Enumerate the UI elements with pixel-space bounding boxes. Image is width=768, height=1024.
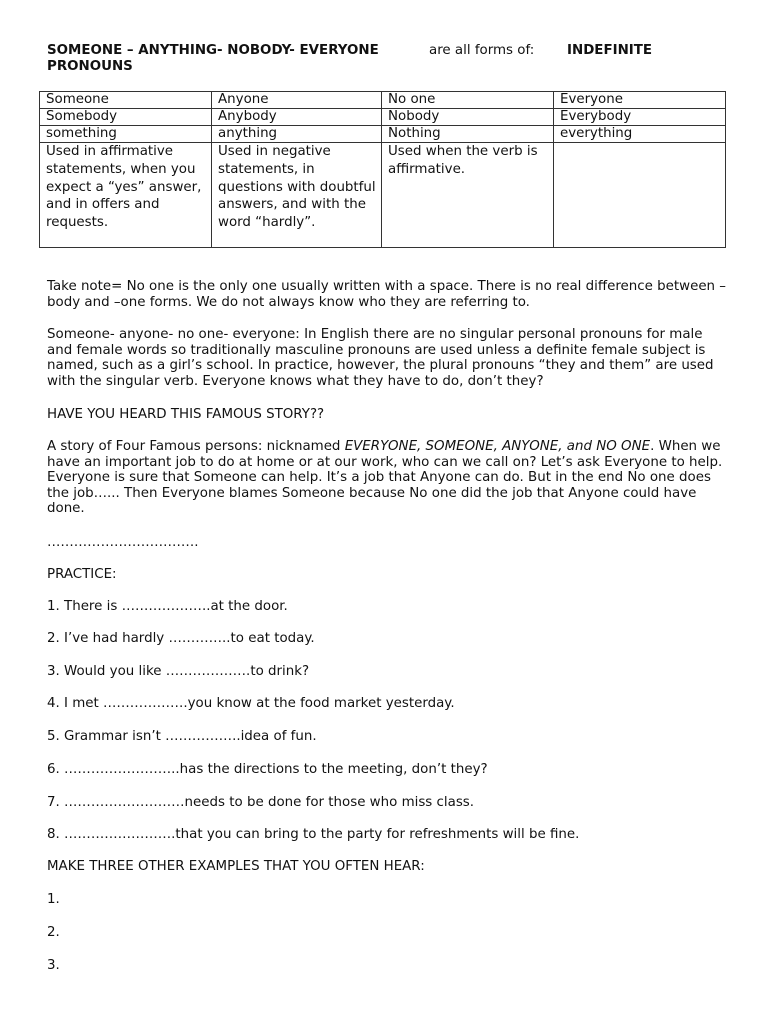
practice-item: 6. ……………………..has the directions to the meeting, don’t they? xyxy=(47,762,488,777)
practice-item: 8. …………………….that you can bring to the party for refreshments will be fine. xyxy=(47,827,580,842)
table-cell: Everyone xyxy=(554,92,726,109)
usage-cell xyxy=(554,143,726,248)
table-cell: anything xyxy=(212,126,382,143)
title-bold-left: SOMEONE – ANYTHING- NOBODY- EVERYONE xyxy=(47,43,379,58)
title-line2: PRONOUNS xyxy=(47,59,133,74)
table-cell: No one xyxy=(382,92,554,109)
table-cell: Someone xyxy=(40,92,212,109)
gender-paragraph: Someone- anyone- no one- everyone: In English there are no singular personal pronouns for male and female words so traditionally masculine pronouns are used unless a definite female subject is named, such as a girl’s school. In practice, however, the plural pronouns “they and them” are used with the singular verb. Everyone knows what they have to do, don’t they? xyxy=(47,327,714,389)
title-middle: are all forms of: xyxy=(429,43,535,58)
examples-heading: MAKE THREE OTHER EXAMPLES THAT YOU OFTEN HEAR: xyxy=(47,859,425,874)
practice-item: 5. Grammar isn’t ……………..idea of fun. xyxy=(47,729,317,744)
usage-cell: Used in negative statements, in questions with doubtful answers, and with the word “hardly”. xyxy=(212,143,382,248)
title-bold-right: INDEFINITE xyxy=(567,43,653,58)
table-row-usage xyxy=(40,143,726,248)
note-paragraph: Take note= No one is the only one usually written with a space. There is no real difference between –body and –one forms. We do not always know who they are referring to. xyxy=(47,279,726,310)
table-cell: something xyxy=(40,126,212,143)
usage-cell: Used in affirmative statements, when you expect a “yes” answer, and in offers and requests. xyxy=(40,143,212,248)
story-intro: A story of Four Famous persons: nicknamed xyxy=(47,439,345,454)
table-row xyxy=(40,109,726,126)
table-cell: everything xyxy=(554,126,726,143)
pronoun-table xyxy=(39,91,726,248)
table-cell: Anyone xyxy=(212,92,382,109)
practice-item: 3. Would you like ……………….to drink? xyxy=(47,664,310,679)
table-cell: Nobody xyxy=(382,109,554,126)
usage-cell: Used when the verb is affirmative. xyxy=(382,143,554,248)
practice-heading: PRACTICE: xyxy=(47,567,117,582)
example-item: 2. xyxy=(47,925,60,940)
story-heading: HAVE YOU HEARD THIS FAMOUS STORY?? xyxy=(47,407,325,422)
practice-item: 1. There is ………………..at the door. xyxy=(47,599,288,614)
table-cell: Everybody xyxy=(554,109,726,126)
table-cell: Somebody xyxy=(40,109,212,126)
table-cell: Anybody xyxy=(212,109,382,126)
separator-dots: ……………………………. xyxy=(47,535,199,550)
practice-item: 7. ………………………needs to be done for those who miss class. xyxy=(47,795,475,810)
table-row xyxy=(40,126,726,143)
example-item: 3. xyxy=(47,958,60,973)
practice-item: 2. I’ve had hardly …………..to eat today. xyxy=(47,631,315,646)
practice-item: 4. I met ……………….you know at the food market yesterday. xyxy=(47,696,455,711)
table-row xyxy=(40,92,726,109)
table-cell: Nothing xyxy=(382,126,554,143)
story-paragraph xyxy=(47,439,727,517)
story-names: EVERYONE, SOMEONE, ANYONE, and NO ONE xyxy=(344,439,651,454)
example-item: 1. xyxy=(47,892,60,907)
story-rest: . When we have an important job to do at home or at our work, who can we call on? Let’s ask Everyone to help. Everyone is sure that Someone can help. It’s a job that Anyone can do. But in the end No one does the job…... Then Everyone blames Someone because No one did the job that Anyone could have done. xyxy=(47,439,723,517)
